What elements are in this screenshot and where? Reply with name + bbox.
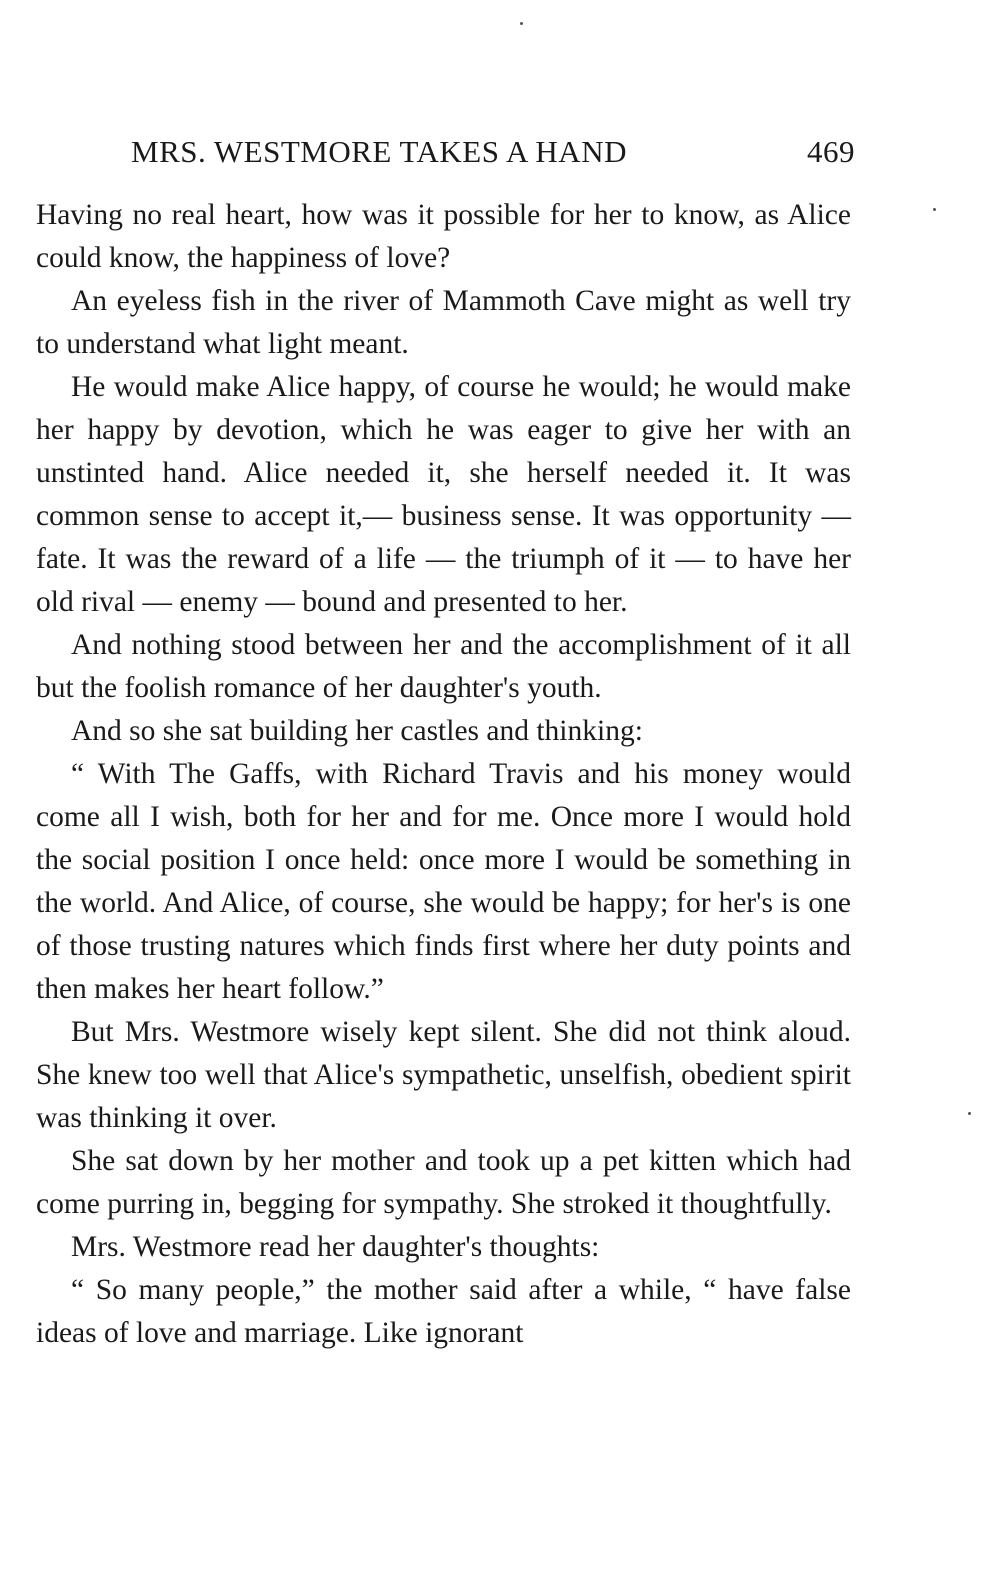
paragraph-3: He would make Alice happy, of course he would; he would make her happy by devotion, which he was eager to give her with an unstinted hand. Alice needed it, she herself needed it. It was common sense to accept it,— business sense. It was opportunity — fate. It was the reward of a life — the triumph of it — to have her old rival — enemy — bound and presented to her.: [36, 371, 851, 618]
page-header: [131, 134, 855, 174]
paragraph-1: Having no real heart, how was it possible for her to know, as Alice could know, the happiness of love?: [36, 199, 851, 274]
ink-speck: [933, 208, 936, 211]
paragraph-5: And so she sat building her castles and thinking:: [71, 715, 643, 747]
page-number: 469: [807, 134, 855, 169]
paragraph-10: “ So many people,” the mother said after a while, “ have false ideas of love and marriage. Like ignorant: [36, 1274, 851, 1349]
paragraph-8: She sat down by her mother and took up a pet kitten which had come purring in, begging for sympathy. She stroked it thoughtfully.: [36, 1145, 851, 1220]
paragraph-9: Mrs. Westmore read her daughter's thoughts:: [71, 1231, 600, 1263]
ink-speck: [520, 22, 523, 25]
body-text: [36, 194, 851, 1355]
running-title: MRS. WESTMORE TAKES A HAND: [131, 134, 627, 169]
paragraph-4: And nothing stood between her and the accomplishment of it all but the foolish romance of her daughter's youth.: [36, 629, 851, 704]
paragraph-2: An eyeless fish in the river of Mammoth Cave might as well try to understand what light meant.: [36, 285, 851, 360]
ink-speck: [968, 1112, 971, 1115]
paragraph-6: “ With The Gaffs, with Richard Travis and his money would come all I wish, both for her and for me. Once more I would hold the social position I once held: once more I would be something in the world. And Alice, of course, she would be happy; for her's is one of those trusting natures which finds first where her duty points and then makes her heart follow.”: [36, 758, 851, 1005]
paragraph-7: But Mrs. Westmore wisely kept silent. She did not think aloud. She knew too well that Alice's sympathetic, unselfish, obedient spirit was thinking it over.: [36, 1016, 851, 1134]
